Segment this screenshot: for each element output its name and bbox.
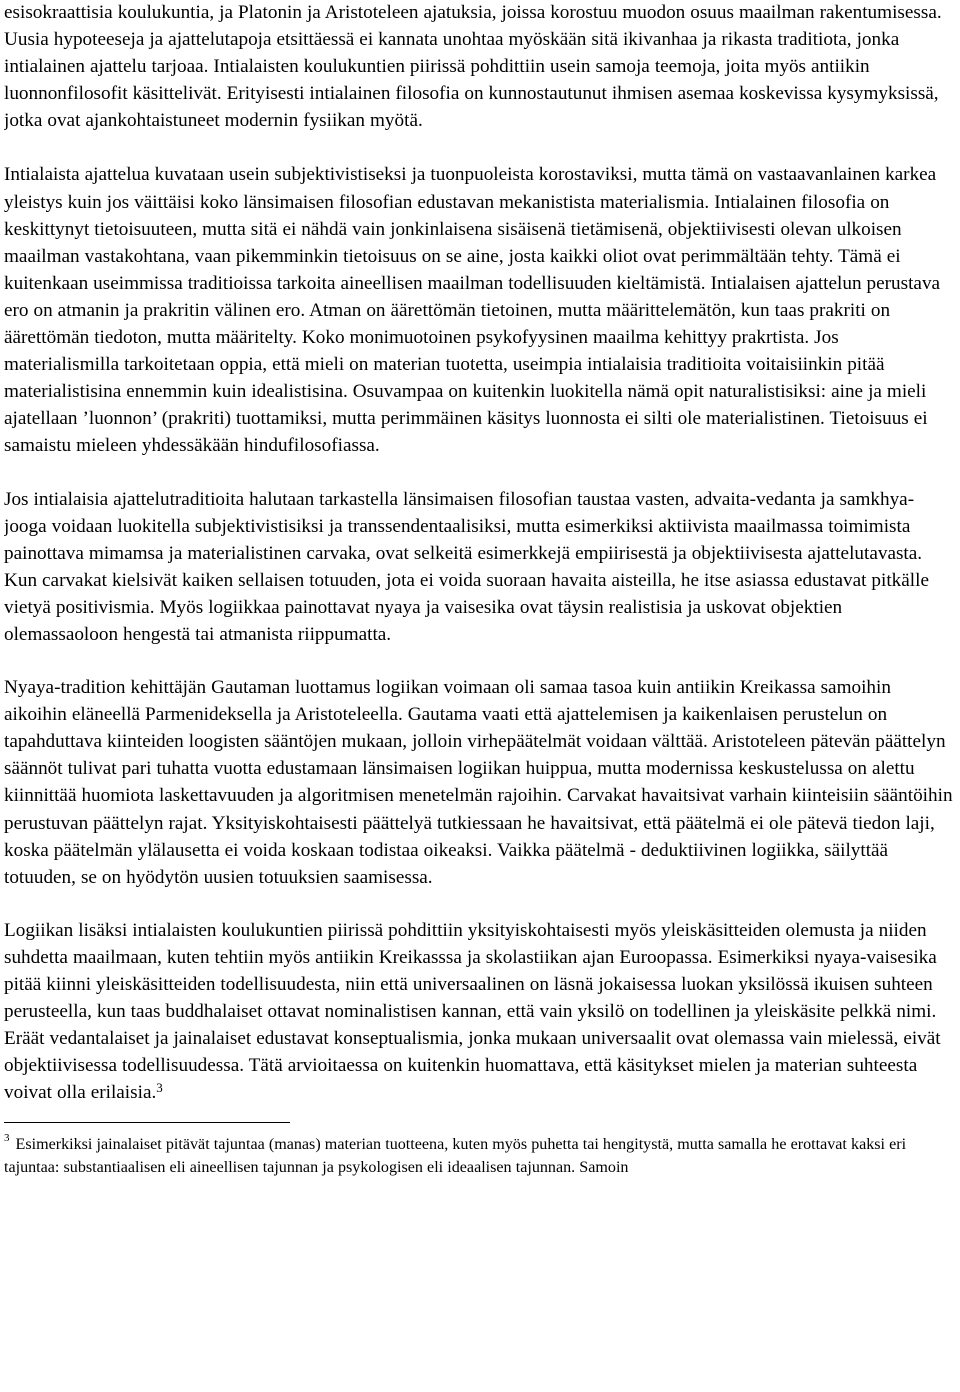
document-page [4, 0, 956, 1392]
footnote-number: 3 [4, 1132, 10, 1145]
paragraph: esisokraattisia koulukuntia, ja Platonin ja Aristoteleen ajatuksia, joissa korostuu muodon osuus maailman rakentumisessa. Uusia hypoteeseja ja ajattelutapoja etsittäessä ei kannata unohtaa myöskään sitä ikivanhaa ja rikasta traditiota, jonka intialainen ajattelu tarjoaa. Intialaisten koulukuntien piirissä pohdittiin usein samoja teemoja, joita myös antiikin luonnonfilosofit käsittelivät. Erityisesti intialainen filosofia on kunnostautunut ihmisen asemaa koskevissa kysymyksissä, jotka ovat ajankohtaistuneet modernin fysiikan myötä. [4, 2, 942, 132]
footnote-text: Esimerkiksi jainalaiset pitävät tajuntaa (manas) materian tuotteena, kuten myös puhetta tai hengitystä, mutta samalla he erottavat kaksi eri tajuntaa: substantiaalisen eli aineellisen tajunnan ja psykologisen eli ideaalisen tajunnan. Samoin [4, 1136, 907, 1177]
paragraph-with-footnote-ref [4, 917, 956, 1107]
paragraph: Jos intialaisia ajattelutraditioita halutaan tarkastella länsimaisen filosofian taustaa vasten, advaita-vedanta ja samkhya-jooga voidaan luokitella subjektivistisiksi ja transsendentaalisiksi, mutta esimerkiksi aktiivista maailmassa toimimista painottava mimamsa ja materialistinen carvaka, ovat selkeitä esimerkkejä empiirisestä ja objektiivisesta ajattelutavasta. Kun carvakat kielsivät kaiken sellaisen totuuden, jota ei voida suoraan havaita aisteilla, he itse asiassa edustavat pitkälle vietyä positivismia. Myös logiikkaa painottavat nyaya ja vaisesika ovat täysin realistisia ja uskovat objektien olemassaoloon hengestä tai atmanista riippumatta. [4, 488, 929, 645]
footnote-divider [4, 1122, 290, 1123]
paragraph: Intialaista ajattelua kuvataan usein subjektivistiseksi ja tuonpuoleista korostaviksi, mutta tämä on vastaavanlainen karkea yleistys kuin jos väittäisi koko länsimaisen filosofian edustavan mekanistista materialismia. Intialainen filosofia on keskittynyt tietoisuuteen, mutta sitä ei nähdä vain jonkinlaisena sisäisenä tietämisenä, objektiivisesti olevan ulkoisen maailman vastakohtana, vaan pikemminkin tietoisuus on se aine, josta kaikki oliot ovat perimmältään tehty. Tämä ei kuitenkaan useimmissa traditioissa tarkoita aineellisen maailman todellisuuden kieltämistä. Intialaisen ajattelun perustava ero on atmanin ja prakritin välinen ero. Atman on äärettömän tietoinen, mutta määrittelemätön, kun taas prakriti on äärettömän tiedoton, mutta määritelty. Koko monimuotoinen psykofyysinen maailma kehittyy prakrtista. Jos materialismilla tarkoitetaan oppia, että mieli on materian tuotetta, useimpia intialaisia traditioita voitaisiinkin pitää materialistisina ennemmin kuin idealistisina. Osuvampaa on kuitenkin luokitella nämä opit naturalistisiksi: aine ja mieli ajatellaan ’luonnon’ (prakriti) tuottamiksi, mutta perimmäinen käsitys luonnosta ei silti ole materialistinen. Tietoisuus ei samaistu mieleen yhdessäkään hindufilosofiassa. [4, 164, 941, 457]
footnote [4, 1133, 956, 1179]
footnote-reference[interactable]: 3 [156, 1080, 163, 1096]
paragraph-text: Logiikan lisäksi intialaisten koulukuntien piirissä pohdittiin yksityiskohtaisesti myös yleiskäsitteiden olemusta ja niiden suhdetta maailmaan, kuten tehtiin myös antiikin Kreikasssa ja skolastiikan ajan Euroopassa. Esimerkiksi nyaya-vaisesika pitää kiinni yleiskäsitteiden todellisuudesta, niin että universaalinen on läsnä jokaisessa luokan yksilössä ikuisen suhteen perusteella, kun taas buddhalaiset ottavat nominalistisen kannan, että vain yksilö on todellinen ja yleiskäsite pelkkä nimi. Eräät vedantalaiset ja jainalaiset edustavat konseptualismia, jonka mukaan universaalit ovat olemassa vain mielessä, eivät objektiivisessa todellisuudessa. Tätä arvioitaessa on kuitenkin huomattava, että käsitykset mielen ja materian suhteesta voivat olla erilaisia. [4, 919, 941, 1104]
paragraph: Nyaya-tradition kehittäjän Gautaman luottamus logiikan voimaan oli samaa tasoa kuin antiikin Kreikassa samoihin aikoihin eläneellä Parmenideksella ja Aristoteleella. Gautama vaati että ajattelemisen ja kaikenlaisen perustelun on tapahduttava kiinteiden loogisten sääntöjen mukaan, jolloin virhepäätelmät voidaan välttää. Aristoteleen pätevän päättelyn säännöt tulivat pari tuhatta vuotta edustamaan länsimaisen logiikan huippua, mutta modernissa keskustelussa on alettu kiinnittää huomiota laskettavuuden ja algoritmisen menetelmän rajoihin. Carvakat havaitsivat varhain kiinteisiin sääntöihin perustuvan päättelyn rajat. Yksityiskohtaisesti päättelyä tutkiessaan he havaitsivat, että päätelmä ei ole pätevä tiedon laji, koska päätelmän ylälausetta ei voida koskaan todistaa oikeaksi. Vaikka päätelmä - deduktiivinen logiikka, säilyttää totuuden, se on hyödytön uusien totuuksien saamisessa. [4, 677, 953, 888]
